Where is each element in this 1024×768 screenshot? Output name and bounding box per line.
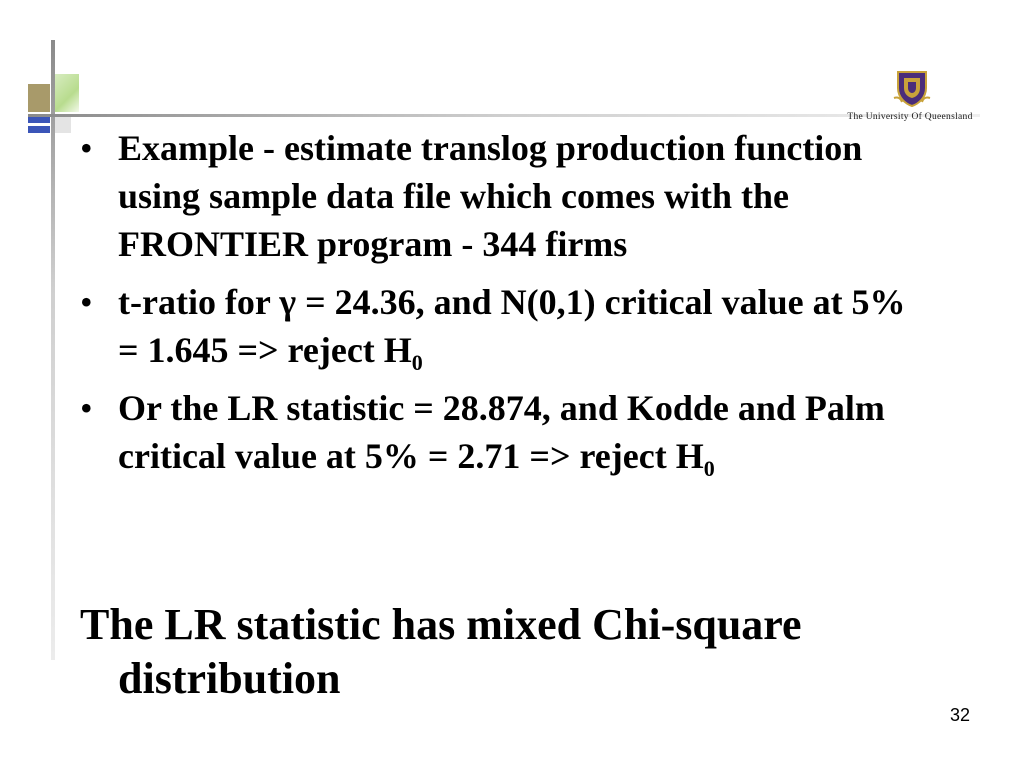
slide-body [80,124,980,490]
decorative-vertical-line [51,40,55,660]
page-number: 32 [949,705,970,725]
closing-statement: The LR statistic has mixed Chi-square distribution [80,600,802,703]
decorative-square-green [55,74,79,112]
university-logo [830,68,990,128]
bullet-text: t-ratio for γ = 24.36, and N(0,1) critical value at 5% = 1.645 => reject H [118,282,906,370]
bullet-marker: • [80,388,93,428]
decorative-square-blue [28,117,50,133]
bullet-marker: • [80,128,93,168]
bullet-marker: • [80,282,93,322]
bullet-text: Or the LR statistic = 28.874, and Kodde and Palm critical value at 5% = 2.71 => reject H [118,388,885,476]
decorative-square-gray [55,117,71,133]
bullet-item-t-ratio [80,278,908,374]
bullet-text: Example - estimate translog production function using sample data file which comes with the FRONTIER program - 344 firms [118,128,863,264]
crest-icon [892,68,932,108]
bullet-list [80,124,980,480]
subscript: 0 [411,350,423,375]
university-name: The University Of Queensland [847,112,973,122]
subscript: 0 [703,456,715,481]
decorative-square-olive [28,84,50,112]
bullet-item-example [80,124,908,268]
bullet-item-lr-statistic [80,384,908,480]
